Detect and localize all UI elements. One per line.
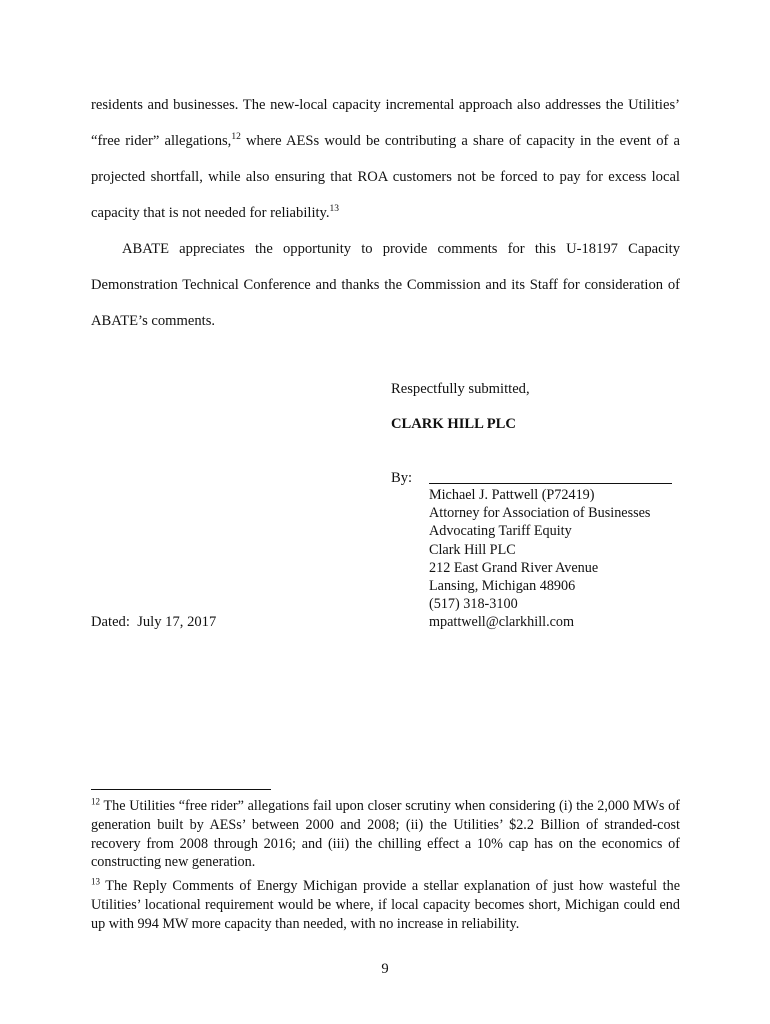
body-paragraph-1 bbox=[91, 87, 680, 231]
firm-address-name: Clark Hill PLC bbox=[429, 541, 516, 558]
email-address[interactable]: mpattwell@clarkhill.com bbox=[429, 614, 575, 631]
paragraph-1-text-b: where AESs would be contributing a share of capacity in the event of a projected shortfall, while also ensuring that ROA customers not be forced to pay for excess local capacity that is not needed for reliability. bbox=[91, 133, 680, 221]
paragraph-1-text-a: residents and businesses. The new-local capacity incremental approach also addresses the Utilities’ “free rider” allegations, bbox=[91, 97, 680, 149]
phone-number: (517) 318-3100 bbox=[429, 596, 518, 613]
dated-line: Dated: July 17, 2017 bbox=[91, 614, 217, 630]
firm-name: CLARK HILL PLC bbox=[391, 416, 516, 432]
body-paragraph-2: ABATE appreciates the opportunity to provide comments for this U-18197 Capacity Demonstration Technical Conference and thanks the Commission and its Staff for consideration of ABATE’s comments. bbox=[91, 241, 680, 329]
footnote-ref-12[interactable]: 12 bbox=[231, 132, 241, 143]
city-state-zip: Lansing, Michigan 48906 bbox=[429, 578, 576, 595]
footnote-13-text: The Reply Comments of Energy Michigan provide a stellar explanation of just how wasteful the Utilities’ locational requirement would be where, if local capacity becomes short, Michigan could end up with 994 MW more capacity than needed, with no increase in reliability. bbox=[91, 878, 680, 932]
page-number: 9 bbox=[381, 961, 389, 977]
closing-text: Respectfully submitted, bbox=[391, 381, 530, 397]
signatory-name: Michael J. Pattwell (P72419) bbox=[429, 487, 595, 503]
footnote-ref-13[interactable]: 13 bbox=[329, 204, 340, 215]
footnote-12 bbox=[91, 797, 680, 872]
signature-line bbox=[429, 483, 672, 484]
by-label: By: bbox=[391, 470, 413, 486]
signatory-title-line-1: Attorney for Association of Businesses bbox=[429, 505, 651, 522]
signature-block bbox=[429, 486, 650, 632]
footnote-13-number: 13 bbox=[91, 876, 100, 887]
footnote-12-number: 12 bbox=[91, 796, 100, 807]
street-address: 212 East Grand River Avenue bbox=[429, 559, 599, 576]
signatory-title-line-2: Advocating Tariff Equity bbox=[429, 523, 572, 540]
footnote-separator bbox=[91, 789, 271, 790]
footnote-12-text: The Utilities “free rider” allegations fail upon closer scrutiny when considering (i) the 2,000 MWs of generation built by AESs’ between 2000 and 2008; (ii) the Utilities’ $2.2 Billion of stranded-cost recovery from 2008 through 2016; and (iii) the chilling effect a 10% cap has on the economics of constructing new generation. bbox=[91, 798, 680, 871]
footnote-13 bbox=[91, 877, 680, 933]
